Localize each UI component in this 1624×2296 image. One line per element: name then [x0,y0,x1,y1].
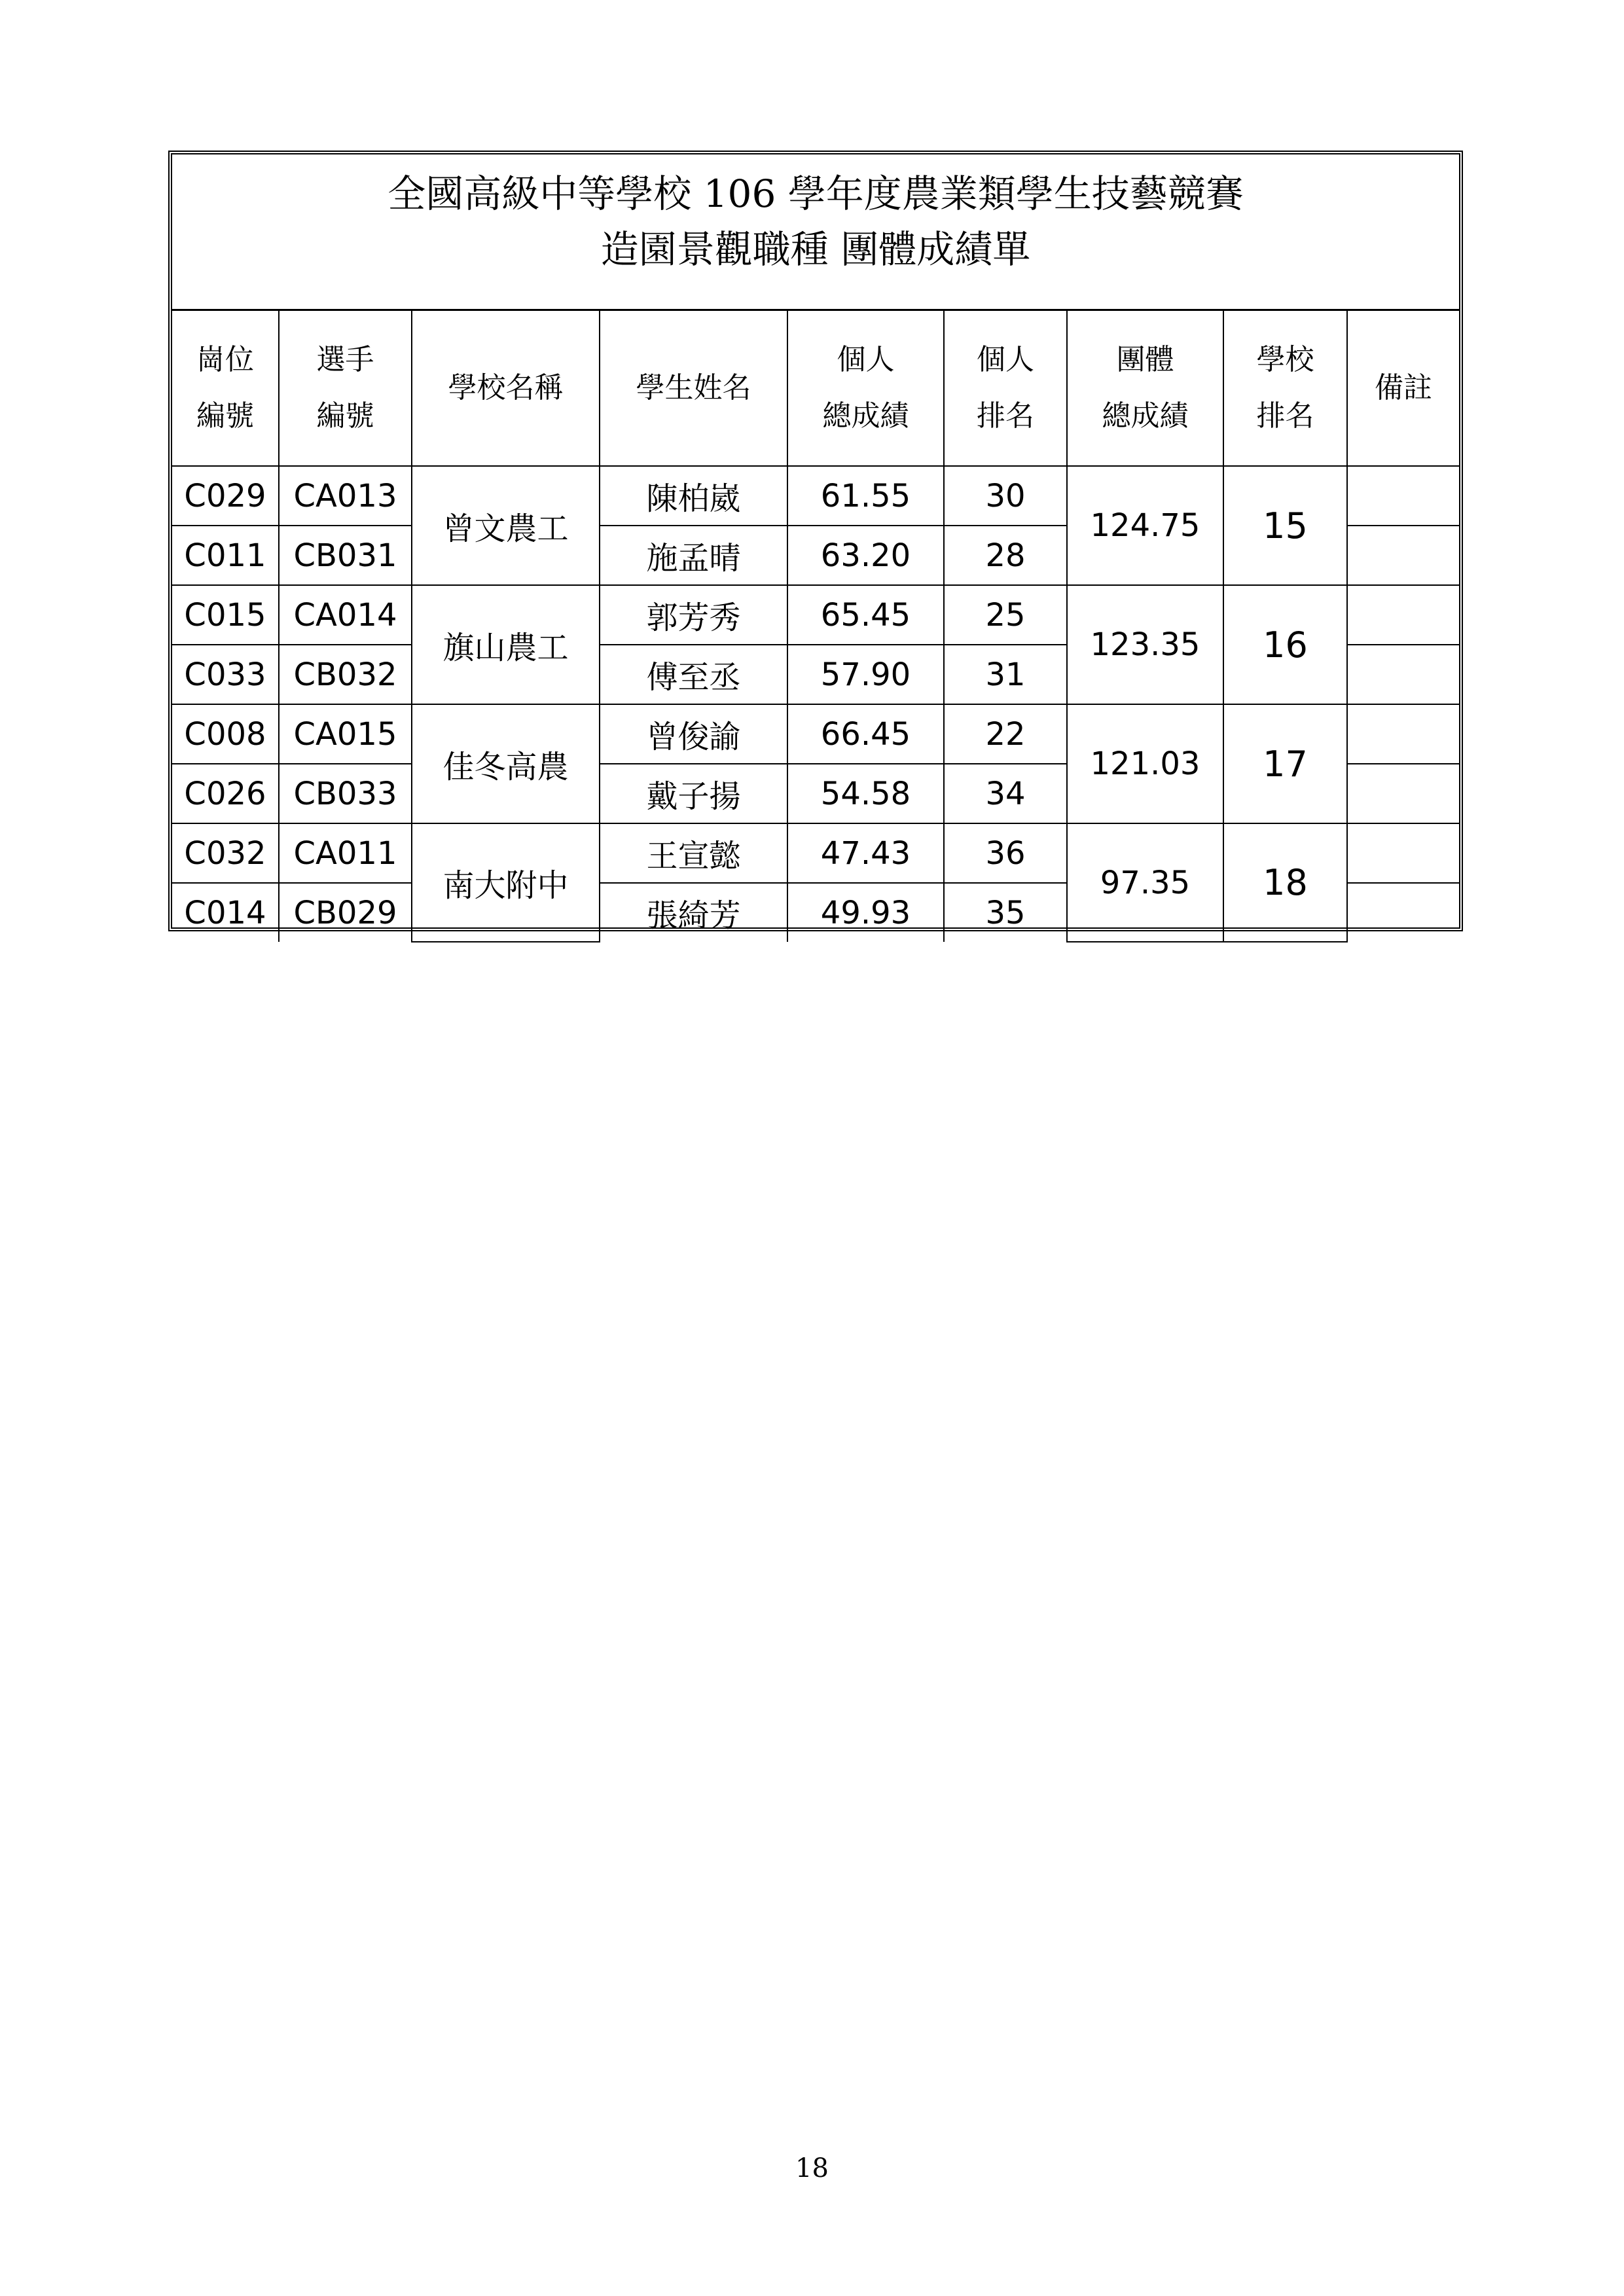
school-name-cell: 旗山農工 [412,585,600,704]
personal-rank-cell: 36 [944,823,1067,883]
document-title: 全國高級中等學校 106 學年度農業類學生技藝競賽 [388,171,1244,216]
remark-cell [1347,585,1459,645]
personal-total-cell: 61.55 [787,466,944,526]
station-no-cell: C032 [172,823,279,883]
student-name-cell: 郭芳秀 [600,585,787,645]
school-rank-cell: 17 [1223,704,1347,823]
personal-total-cell: 63.20 [787,526,944,585]
remark-cell [1347,466,1459,526]
personal-total-cell: 49.93 [787,883,944,942]
personal-total-cell: 66.45 [787,704,944,764]
student-name-cell: 張綺芳 [600,883,787,942]
remark-cell [1347,526,1459,585]
header-student-name: 學生姓名 [600,310,787,467]
header-school-rank: 學校 排名 [1223,310,1347,467]
table-row [172,585,1459,645]
contestant-no-cell: CB033 [279,764,412,823]
header-remarks: 備註 [1347,310,1459,467]
contestant-no-cell: CA014 [279,585,412,645]
team-total-cell: 124.75 [1067,466,1223,585]
station-no-cell: C033 [172,645,279,704]
table-row [172,823,1459,883]
personal-total-cell: 54.58 [787,764,944,823]
table-row [172,466,1459,526]
station-no-cell: C026 [172,764,279,823]
student-name-cell: 戴子揚 [600,764,787,823]
title-area [172,154,1459,309]
header-contestant-no: 選手 編號 [279,310,412,467]
station-no-cell: C015 [172,585,279,645]
school-name-cell: 佳冬高農 [412,704,600,823]
student-name-cell: 施孟晴 [600,526,787,585]
station-no-cell: C029 [172,466,279,526]
team-total-cell: 121.03 [1067,704,1223,823]
school-rank-cell: 16 [1223,585,1347,704]
team-total-cell: 123.35 [1067,585,1223,704]
personal-total-cell: 57.90 [787,645,944,704]
personal-rank-cell: 35 [944,883,1067,942]
contestant-no-cell: CB029 [279,883,412,942]
contestant-no-cell: CB031 [279,526,412,585]
student-name-cell: 曾俊諭 [600,704,787,764]
remark-cell [1347,704,1459,764]
remark-cell [1347,645,1459,704]
school-name-cell: 南大附中 [412,823,600,942]
personal-total-cell: 47.43 [787,823,944,883]
student-name-cell: 傅至丞 [600,645,787,704]
personal-rank-cell: 28 [944,526,1067,585]
school-rank-cell: 18 [1223,823,1347,942]
contestant-no-cell: CB032 [279,645,412,704]
team-total-cell: 97.35 [1067,823,1223,942]
personal-total-cell: 65.45 [787,585,944,645]
results-frame [168,151,1463,934]
station-no-cell: C014 [172,883,279,942]
personal-rank-cell: 31 [944,645,1067,704]
contestant-no-cell: CA011 [279,823,412,883]
personal-rank-cell: 34 [944,764,1067,823]
personal-rank-cell: 30 [944,466,1067,526]
header-personal-rank: 個人 排名 [944,310,1067,467]
remark-cell [1347,823,1459,883]
student-name-cell: 王宣懿 [600,823,787,883]
table-row [172,704,1459,764]
page-number: 18 [795,2153,829,2183]
header-school-name: 學校名稱 [412,310,600,467]
header-row [172,310,1459,467]
header-personal-total: 個人 總成績 [787,310,944,467]
station-no-cell: C011 [172,526,279,585]
header-team-total: 團體 總成績 [1067,310,1223,467]
header-station-no: 崗位 編號 [172,310,279,467]
contestant-no-cell: CA013 [279,466,412,526]
remark-cell [1347,764,1459,823]
station-no-cell: C008 [172,704,279,764]
remark-cell [1347,883,1459,942]
personal-rank-cell: 22 [944,704,1067,764]
personal-rank-cell: 25 [944,585,1067,645]
contestant-no-cell: CA015 [279,704,412,764]
student-name-cell: 陳柏崴 [600,466,787,526]
results-table [172,309,1459,942]
school-rank-cell: 15 [1223,466,1347,585]
document-subtitle: 造園景觀職種 團體成績單 [600,227,1031,272]
school-name-cell: 曾文農工 [412,466,600,585]
